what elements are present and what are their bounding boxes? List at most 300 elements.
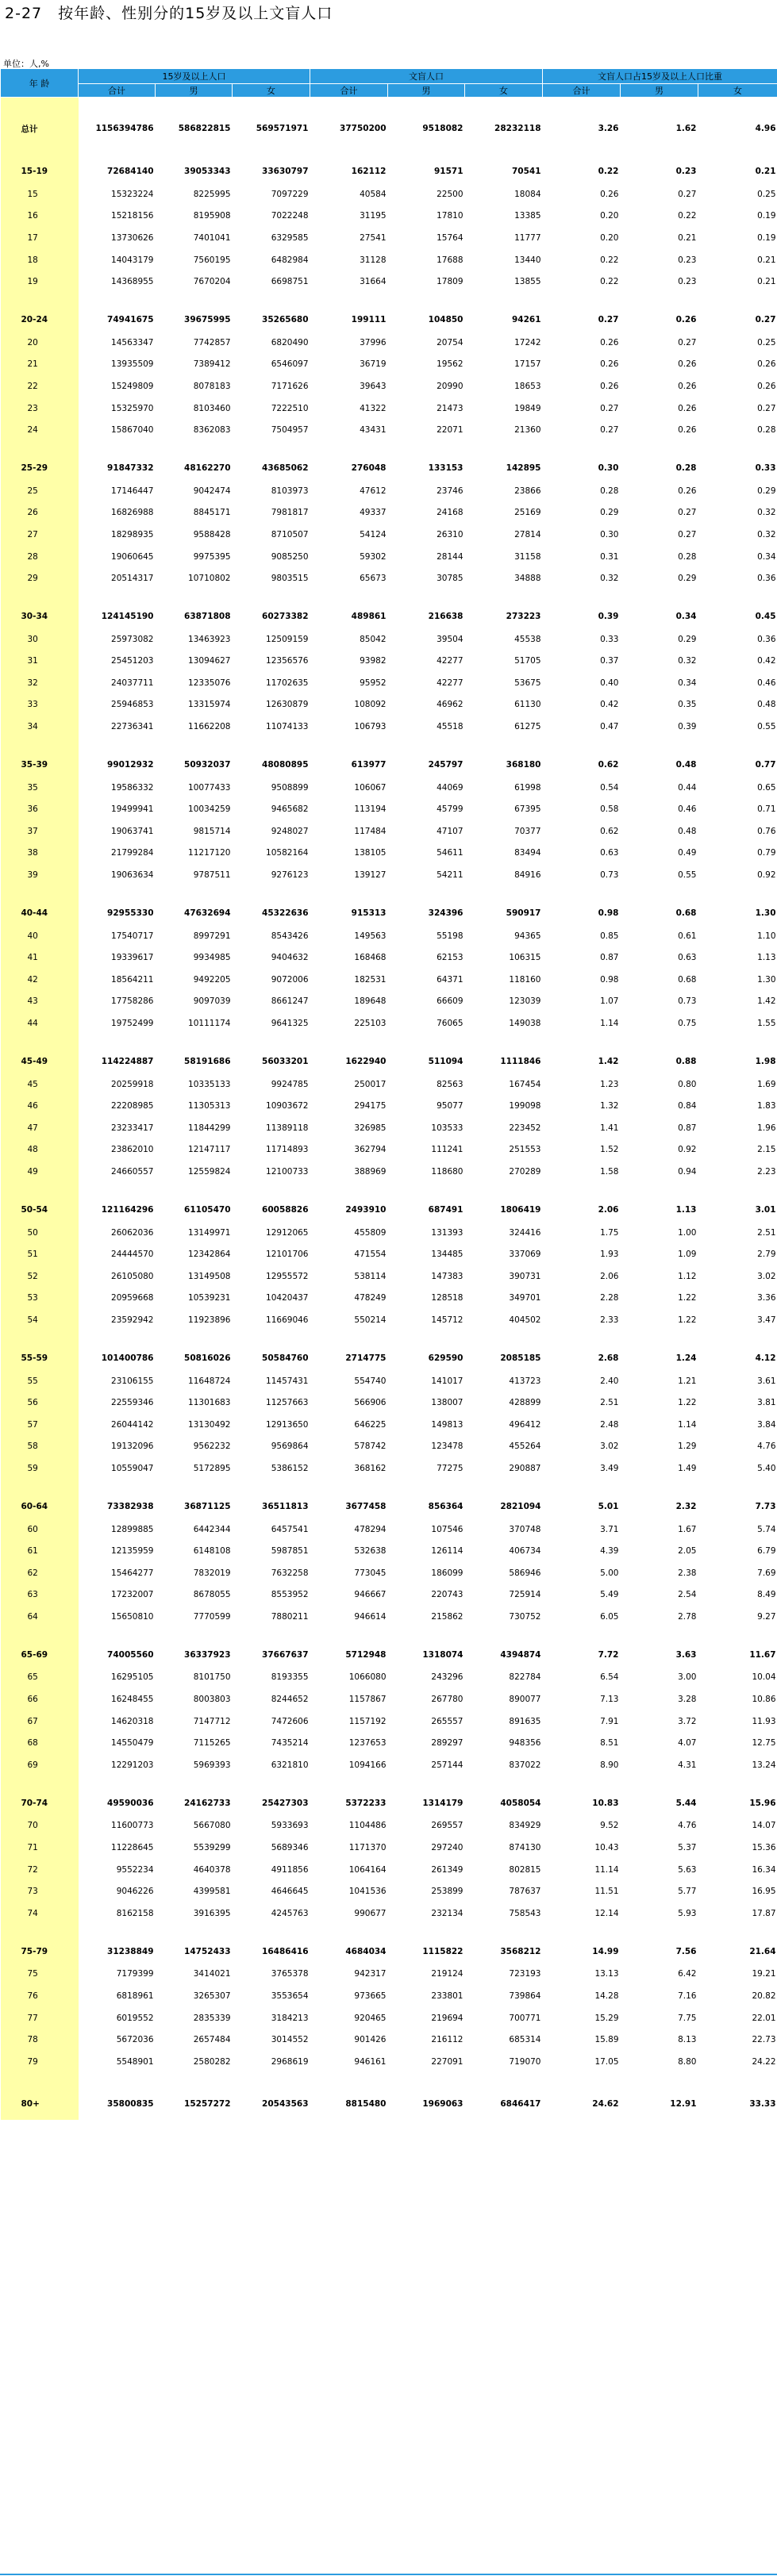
value-cell: 15249809 <box>111 381 154 391</box>
spacer-cell <box>79 886 777 901</box>
value-cell: 15.89 <box>594 2035 619 2045</box>
value-cell: 14043179 <box>111 255 154 265</box>
table-row <box>1 1880 777 1902</box>
value-cell: 11662208 <box>188 722 231 732</box>
value-cell: 9924785 <box>271 1079 309 1089</box>
value-cell: 8710507 <box>271 529 309 539</box>
value-cell: 9492205 <box>193 974 231 985</box>
value-cell: 141017 <box>431 1376 464 1386</box>
age-cell <box>1 1331 79 1346</box>
age-label: 21 <box>1 354 79 376</box>
value-cell: 2580282 <box>193 2056 231 2067</box>
value-cell: 6.54 <box>600 1672 619 1683</box>
value-cell: 95077 <box>437 1101 464 1111</box>
value-cell: 2493910 <box>345 1204 387 1215</box>
value-cell: 15.96 <box>749 1798 776 1808</box>
table-row <box>1 1606 777 1628</box>
value-cell: 2968619 <box>271 2056 309 2067</box>
value-cell: 15218156 <box>111 211 154 221</box>
table-row <box>1 991 777 1013</box>
table-row <box>1 672 777 694</box>
value-cell: 7880211 <box>271 1611 309 1622</box>
value-cell: 8815480 <box>345 2098 387 2109</box>
value-cell: 3.71 <box>600 1524 619 1534</box>
spacer-cell <box>79 293 777 308</box>
value-cell: 0.30 <box>600 529 619 539</box>
value-cell: 12913650 <box>266 1419 309 1430</box>
value-cell: 7171626 <box>271 381 309 391</box>
value-cell: 7.16 <box>678 1991 697 2002</box>
value-cell: 18298935 <box>111 529 154 539</box>
value-cell: 613977 <box>351 759 387 770</box>
value-cell: 243296 <box>431 1672 464 1683</box>
age-label: 58 <box>1 1436 79 1458</box>
value-cell: 0.34 <box>675 611 697 621</box>
value-cell: 16486416 <box>262 1946 309 1956</box>
table-row <box>1 183 777 205</box>
value-cell: 11217120 <box>188 848 231 858</box>
value-cell: 14620318 <box>111 1716 154 1726</box>
value-cell: 901426 <box>354 2035 387 2045</box>
value-cell: 16.34 <box>752 1864 776 1875</box>
value-cell: 54124 <box>360 529 387 539</box>
table-row <box>1 1161 777 1183</box>
value-cell: 13935509 <box>111 359 154 370</box>
value-cell: 117484 <box>354 826 387 836</box>
value-cell: 1066080 <box>348 1672 387 1683</box>
value-cell: 0.76 <box>757 826 776 836</box>
value-cell: 0.94 <box>678 1166 697 1177</box>
value-cell: 17540717 <box>111 931 154 941</box>
value-cell: 15867040 <box>111 425 154 436</box>
value-cell: 77275 <box>437 1463 464 1473</box>
value-cell: 265557 <box>431 1716 464 1726</box>
value-cell: 0.98 <box>600 974 619 985</box>
value-cell: 12356576 <box>266 656 309 666</box>
value-cell: 17232007 <box>111 1590 154 1600</box>
value-cell: 7832019 <box>193 1568 231 1578</box>
value-cell: 3.63 <box>675 1649 697 1660</box>
value-cell: 0.77 <box>755 759 776 770</box>
value-cell: 31238849 <box>107 1946 154 1956</box>
value-cell: 5672036 <box>116 2035 154 2045</box>
table-row <box>1 843 777 865</box>
value-cell: 0.19 <box>757 232 776 243</box>
value-cell: 14563347 <box>111 337 154 347</box>
value-cell: 1115822 <box>422 1946 464 1956</box>
table-row <box>1 1222 777 1244</box>
total-row <box>1 113 777 144</box>
value-cell: 24660557 <box>111 1166 154 1177</box>
value-cell: 719070 <box>509 2056 541 2067</box>
value-cell: 511094 <box>428 1056 464 1066</box>
value-cell: 5.40 <box>757 1463 776 1473</box>
table-row <box>1 1117 777 1139</box>
value-cell: 51705 <box>514 656 541 666</box>
value-cell: 104850 <box>428 314 464 324</box>
value-cell: 10539231 <box>188 1293 231 1303</box>
value-cell: 0.92 <box>757 870 776 881</box>
value-cell: 19586332 <box>111 782 154 793</box>
value-cell: 72684140 <box>107 167 154 176</box>
value-cell: 0.36 <box>757 634 776 644</box>
value-cell: 6546097 <box>271 359 309 370</box>
value-cell: 23106155 <box>111 1376 154 1386</box>
value-cell: 14550479 <box>111 1738 154 1749</box>
value-cell: 63871808 <box>184 611 231 621</box>
value-cell: 324396 <box>428 908 464 918</box>
value-cell: 8103973 <box>271 486 309 496</box>
value-cell: 8661247 <box>271 996 309 1007</box>
age-label: 40-44 <box>1 901 79 925</box>
value-cell: 20259918 <box>111 1079 154 1089</box>
value-cell: 8.13 <box>678 2035 697 2045</box>
value-cell: 74005560 <box>107 1649 154 1660</box>
value-cell: 11669046 <box>266 1315 309 1325</box>
value-cell: 11777 <box>514 232 541 243</box>
value-cell: 337069 <box>509 1250 541 1260</box>
value-cell: 4.96 <box>755 124 776 133</box>
value-cell: 7.13 <box>600 1695 619 1705</box>
value-cell: 0.22 <box>600 255 619 265</box>
value-cell: 6698751 <box>271 277 309 287</box>
value-cell: 13440 <box>514 255 541 265</box>
value-cell: 5969393 <box>193 1760 231 1770</box>
value-cell: 9.27 <box>757 1611 776 1622</box>
age-label: 63 <box>1 1584 79 1607</box>
value-cell: 1.29 <box>678 1442 697 1452</box>
value-cell: 10111174 <box>188 1019 231 1029</box>
value-cell: 787637 <box>509 1887 541 1897</box>
value-cell: 0.55 <box>757 722 776 732</box>
value-cell: 189648 <box>354 996 387 1007</box>
age-label: 75 <box>1 1964 79 1986</box>
value-cell: 9787511 <box>193 870 231 881</box>
age-label: 38 <box>1 843 79 865</box>
value-cell: 3265307 <box>193 1991 231 2002</box>
age-cell <box>1 1480 79 1495</box>
value-cell: 16295105 <box>111 1672 154 1683</box>
value-cell: 26105080 <box>111 1271 154 1281</box>
value-cell: 802815 <box>509 1864 541 1875</box>
value-cell: 920465 <box>354 2013 387 2023</box>
value-cell: 0.32 <box>757 529 776 539</box>
value-cell: 1.10 <box>757 931 776 941</box>
value-cell: 10.83 <box>592 1798 619 1808</box>
group-row <box>1 901 777 925</box>
table-body <box>1 98 777 2120</box>
value-cell: 8.51 <box>600 1738 619 1749</box>
value-cell: 1.42 <box>598 1056 619 1066</box>
value-cell: 9248027 <box>271 826 309 836</box>
value-cell: 106315 <box>509 953 541 963</box>
age-label: 55 <box>1 1370 79 1392</box>
age-label: 19 <box>1 271 79 293</box>
value-cell: 12101706 <box>266 1250 309 1260</box>
age-cell <box>1 738 79 753</box>
value-cell: 0.92 <box>678 1145 697 1155</box>
value-cell: 10077433 <box>188 782 231 793</box>
value-cell: 27541 <box>360 232 387 243</box>
value-cell: 17688 <box>437 255 464 265</box>
value-cell: 7115265 <box>193 1738 231 1749</box>
age-label: 20-24 <box>1 308 79 332</box>
table-row-last <box>1 2088 777 2120</box>
value-cell: 0.27 <box>600 425 619 436</box>
table-row <box>1 227 777 249</box>
value-cell: 1.41 <box>600 1123 619 1133</box>
age-label: 41 <box>1 946 79 969</box>
group-row <box>1 1791 777 1815</box>
value-cell: 3765378 <box>271 1969 309 1979</box>
value-cell: 6.79 <box>757 1546 776 1557</box>
value-cell: 23862010 <box>111 1145 154 1155</box>
value-cell: 2.05 <box>678 1546 697 1557</box>
value-cell: 14752433 <box>184 1946 231 1956</box>
table-row <box>1 716 777 738</box>
value-cell: 948356 <box>509 1738 541 1749</box>
value-cell: 9569864 <box>271 1442 309 1452</box>
value-cell: 5386152 <box>271 1463 309 1473</box>
value-cell: 60273382 <box>262 611 309 621</box>
value-cell: 13149508 <box>188 1271 231 1281</box>
value-cell: 0.68 <box>678 974 697 985</box>
table-row <box>1 925 777 947</box>
value-cell: 7.56 <box>675 1946 697 1956</box>
value-cell: 1.49 <box>678 1463 697 1473</box>
value-cell: 9803515 <box>271 574 309 584</box>
value-cell: 5.63 <box>678 1864 697 1875</box>
value-cell: 1171370 <box>348 1843 387 1853</box>
value-cell: 21.64 <box>749 1946 776 1956</box>
value-cell: 261349 <box>431 1864 464 1875</box>
value-cell: 5548901 <box>116 2056 154 2067</box>
value-cell: 11257663 <box>266 1398 309 1408</box>
age-label: 62 <box>1 1562 79 1584</box>
value-cell: 15.29 <box>594 2013 619 2023</box>
value-cell: 31664 <box>360 277 387 287</box>
value-cell: 139127 <box>354 870 387 881</box>
value-cell: 55198 <box>437 931 464 941</box>
value-cell: 0.27 <box>678 337 697 347</box>
value-cell: 3.00 <box>678 1672 697 1683</box>
value-cell: 219124 <box>431 1969 464 1979</box>
age-label: 74 <box>1 1902 79 1925</box>
value-cell: 0.28 <box>675 463 697 473</box>
value-cell: 566906 <box>354 1398 387 1408</box>
value-cell: 1104486 <box>348 1821 387 1831</box>
value-cell: 5539299 <box>193 1843 231 1853</box>
value-cell: 123478 <box>431 1442 464 1452</box>
value-cell: 0.28 <box>678 551 697 562</box>
value-cell: 13.24 <box>752 1760 776 1770</box>
value-cell: 23592942 <box>111 1315 154 1325</box>
value-cell: 700771 <box>509 2013 541 2023</box>
value-cell: 1806419 <box>500 1204 541 1215</box>
table-row <box>1 1754 777 1776</box>
table-title: 2-27 按年龄、性别分的15岁及以上文盲人口 <box>5 5 333 22</box>
age-label: 50-54 <box>1 1198 79 1222</box>
value-cell: 368180 <box>506 759 541 770</box>
value-cell: 0.34 <box>678 678 697 688</box>
value-cell: 0.42 <box>757 656 776 666</box>
value-cell: 36511813 <box>262 1501 309 1511</box>
value-cell: 9465682 <box>271 804 309 815</box>
spacer-cell <box>79 1183 777 1198</box>
value-cell: 9552234 <box>116 1864 154 1875</box>
table-row <box>1 946 777 969</box>
value-cell: 103533 <box>431 1123 464 1133</box>
value-cell: 10903672 <box>266 1101 309 1111</box>
spacer-row <box>1 1331 777 1346</box>
value-cell: 0.28 <box>757 425 776 436</box>
value-cell: 28232118 <box>494 124 541 133</box>
value-cell: 25973082 <box>111 634 154 644</box>
age-label: 35 <box>1 777 79 799</box>
value-cell: 31128 <box>360 255 387 265</box>
value-cell: 7504957 <box>271 425 309 436</box>
table-row <box>1 397 777 420</box>
value-cell: 14368955 <box>111 277 154 287</box>
value-cell: 11923896 <box>188 1315 231 1325</box>
value-cell: 629590 <box>428 1353 464 1363</box>
age-label: 80+ <box>1 2088 79 2120</box>
value-cell: 890077 <box>509 1695 541 1705</box>
value-cell: 37996 <box>360 337 387 347</box>
value-cell: 23746 <box>437 486 464 496</box>
table-row <box>1 1309 777 1331</box>
age-cell <box>1 293 79 308</box>
value-cell: 0.32 <box>600 574 619 584</box>
value-cell: 22.73 <box>752 2035 776 2045</box>
value-cell: 13130492 <box>188 1419 231 1430</box>
value-cell: 294175 <box>354 1101 387 1111</box>
table-row <box>1 1837 777 1859</box>
age-label: 44 <box>1 1012 79 1035</box>
value-cell: 15323224 <box>111 189 154 199</box>
age-label: 45-49 <box>1 1050 79 1073</box>
value-cell: 216638 <box>428 611 464 621</box>
age-label: 20 <box>1 332 79 354</box>
value-cell: 227091 <box>431 2056 464 2067</box>
value-cell: 1.98 <box>755 1056 776 1066</box>
value-cell: 7147712 <box>193 1716 231 1726</box>
value-cell: 413723 <box>509 1376 541 1386</box>
value-cell: 10582164 <box>266 848 309 858</box>
value-cell: 11457431 <box>266 1376 309 1386</box>
age-label: 37 <box>1 820 79 843</box>
value-cell: 1064164 <box>348 1864 387 1875</box>
value-cell: 45322636 <box>262 908 309 918</box>
value-cell: 12.75 <box>752 1738 776 1749</box>
value-cell: 168468 <box>354 953 387 963</box>
value-cell: 0.71 <box>757 804 776 815</box>
value-cell: 2657484 <box>193 2035 231 2045</box>
age-label: 27 <box>1 524 79 546</box>
value-cell: 349701 <box>509 1293 541 1303</box>
value-cell: 2.06 <box>600 1271 619 1281</box>
value-cell: 199111 <box>351 314 387 324</box>
table-row <box>1 969 777 991</box>
value-cell: 5689346 <box>271 1843 309 1853</box>
value-cell: 0.29 <box>600 508 619 518</box>
value-cell: 0.87 <box>678 1123 697 1133</box>
value-cell: 19562 <box>437 359 464 370</box>
value-cell: 455264 <box>509 1442 541 1452</box>
value-cell: 124145190 <box>101 611 154 621</box>
value-cell: 118160 <box>509 974 541 985</box>
value-cell: 11600773 <box>111 1821 154 1831</box>
value-cell: 39675995 <box>184 314 231 324</box>
table-row <box>1 1902 777 1925</box>
value-cell: 19752499 <box>111 1019 154 1029</box>
sub-header: 合计 <box>543 84 621 98</box>
value-cell: 39643 <box>360 381 387 391</box>
table-row <box>1 1815 777 1837</box>
table-row <box>1 375 777 397</box>
value-cell: 17.05 <box>594 2056 619 2067</box>
table-row <box>1 1710 777 1733</box>
age-label: 65-69 <box>1 1643 79 1667</box>
value-cell: 5667080 <box>193 1821 231 1831</box>
value-cell: 7632258 <box>271 1568 309 1578</box>
table-row <box>1 480 777 502</box>
age-label: 46 <box>1 1095 79 1117</box>
table-row <box>1 1985 777 2007</box>
table-row <box>1 777 777 799</box>
value-cell: 1.42 <box>757 996 776 1007</box>
value-cell: 12335076 <box>188 678 231 688</box>
age-label: 70 <box>1 1815 79 1837</box>
value-cell: 0.33 <box>600 634 619 644</box>
value-cell: 1.14 <box>678 1419 697 1430</box>
value-cell: 128518 <box>431 1293 464 1303</box>
age-cell <box>1 1035 79 1050</box>
spacer-row <box>1 2073 777 2088</box>
table-row <box>1 249 777 271</box>
table-row <box>1 2029 777 2051</box>
age-header: 年 龄 <box>1 69 79 98</box>
value-cell: 74941675 <box>107 314 154 324</box>
value-cell: 8103460 <box>193 403 231 413</box>
value-cell: 17810 <box>437 211 464 221</box>
value-cell: 2835339 <box>193 2013 231 2023</box>
value-cell: 233801 <box>431 1991 464 2002</box>
value-cell: 0.21 <box>757 277 776 287</box>
table-row <box>1 1436 777 1458</box>
value-cell: 4911856 <box>271 1864 309 1875</box>
value-cell: 24168 <box>437 508 464 518</box>
value-cell: 10.86 <box>752 1695 776 1705</box>
value-cell: 773045 <box>354 1568 387 1578</box>
table-row <box>1 1414 777 1436</box>
value-cell: 50584760 <box>262 1353 309 1363</box>
spacer-row <box>1 1183 777 1198</box>
age-label: 35-39 <box>1 753 79 777</box>
value-cell: 147383 <box>431 1271 464 1281</box>
spacer-cell <box>79 589 777 605</box>
value-cell: 0.26 <box>757 359 776 370</box>
value-cell: 20990 <box>437 381 464 391</box>
age-label: 71 <box>1 1837 79 1859</box>
value-cell: 4646645 <box>271 1887 309 1897</box>
value-cell: 1.22 <box>678 1398 697 1408</box>
age-label: 67 <box>1 1710 79 1733</box>
value-cell: 6442344 <box>193 1524 231 1534</box>
unit-label: 单位：人,% <box>3 59 49 69</box>
spacer-row <box>1 1480 777 1495</box>
value-cell: 478294 <box>354 1524 387 1534</box>
